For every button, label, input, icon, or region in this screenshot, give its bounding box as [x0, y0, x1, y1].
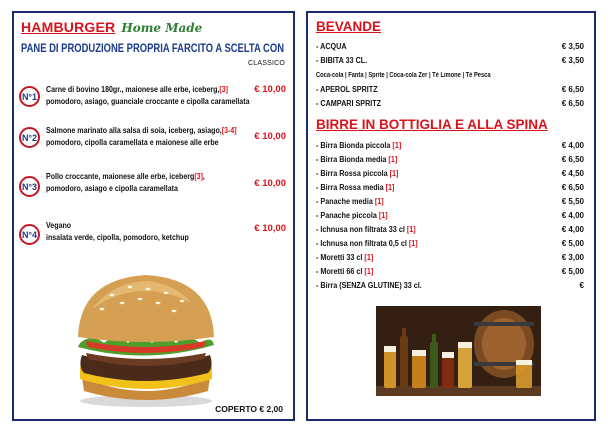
beer-ref: [1]	[364, 267, 374, 276]
beer-row	[316, 281, 584, 293]
drink-row	[316, 56, 584, 68]
item-2-price: € 10,00	[254, 131, 286, 142]
hamburger-menu-page	[12, 11, 295, 421]
beer-barrel-photo	[376, 306, 541, 396]
beer-row	[316, 197, 584, 209]
beer-price: € 4,50	[561, 169, 584, 178]
drink-name: - APEROL SPRITZ	[316, 85, 378, 94]
drinks-menu-page	[306, 11, 596, 421]
beer-name: - Ichnusa non filtrata 0,5 cl [1]	[316, 239, 418, 248]
beer-price: € 5,00	[561, 267, 584, 276]
coperto-charge: COPERTO € 2,00	[215, 404, 283, 414]
item-1-line1: Carne di bovino 180gr., maionese alle erbe, iceberg,	[46, 85, 220, 94]
beer-row	[316, 155, 584, 167]
item-1-line2: pomodoro, asiago, guanciale croccante e cipolla caramellata	[46, 96, 250, 106]
item-1-price: € 10,00	[254, 84, 286, 95]
item-1-ref: [3]	[219, 85, 228, 94]
beer-ref: [1]	[378, 211, 388, 220]
beer-row	[316, 169, 584, 181]
beer-row	[316, 141, 584, 153]
item-4-line1: Vegano	[46, 221, 72, 230]
item-2-description	[46, 125, 237, 148]
bevande-title: BEVANDE	[316, 19, 382, 34]
item-2-line1: Salmone marinato alla salsa di soia, iceberg, asiago,	[46, 126, 222, 135]
beer-name: - Birra Bionda piccola [1]	[316, 141, 402, 150]
beer-ref: [1]	[385, 183, 395, 192]
beer-price: € 4,00	[561, 225, 584, 234]
drink-row	[316, 42, 584, 54]
beer-name: - Moretti 66 cl [1]	[316, 267, 374, 276]
beer-row	[316, 225, 584, 237]
hamburger-title: HAMBURGER	[21, 19, 116, 35]
item-2-line2: pomodoro, cipolla caramellata e maionese alle erbe	[46, 137, 219, 147]
beer-price: € 3,00	[561, 253, 584, 262]
beer-name: - Moretti 33 cl [1]	[316, 253, 374, 262]
item-3-line1-tail: ,	[202, 172, 205, 181]
drink-row	[316, 85, 584, 97]
menu-title-row	[21, 19, 202, 37]
beer-name: - Panache media [1]	[316, 197, 384, 206]
beer-row	[316, 267, 584, 279]
beer-ref: [1]	[408, 239, 418, 248]
item-3-description	[46, 171, 220, 194]
home-made-tagline: Home Made	[121, 21, 203, 35]
classico-note: CLASSICO	[248, 60, 285, 67]
beer-name: - Birra Rossa media [1]	[316, 183, 395, 192]
item-3-line1: Pollo croccante, maionese alle erbe, iceberg	[46, 172, 195, 181]
item-4-price: € 10,00	[254, 223, 286, 234]
item-3-price: € 10,00	[254, 178, 286, 189]
beer-price: € 4,00	[561, 211, 584, 220]
beer-ref: [1]	[388, 155, 398, 164]
beer-ref: [1]	[389, 169, 399, 178]
item-3-line2: pomodoro, asiago e cipolla caramellata	[46, 183, 178, 193]
birre-title: BIRRE IN BOTTIGLIA E ALLA SPINA	[316, 117, 548, 132]
item-4-description	[46, 220, 220, 243]
beer-name: - Birra Bionda media [1]	[316, 155, 398, 164]
hamburger-subtitle: PANE DI PRODUZIONE PROPRIA FARCITO A SCELTA CON	[21, 43, 285, 55]
item-1-badge: N°1	[19, 86, 40, 107]
item-4-line2: insalata verde, cipolla, pomodoro, ketchup	[46, 232, 189, 242]
beer-price: € 6,50	[561, 155, 584, 164]
beer-name: - Ichnusa non filtrata 33 cl [1]	[316, 225, 416, 234]
beer-price: €	[579, 281, 584, 290]
beer-price: € 6,50	[561, 183, 584, 192]
drink-row	[316, 99, 584, 111]
hamburger-photo	[72, 269, 220, 409]
item-1-description	[46, 84, 250, 107]
drink-price: € 6,50	[561, 99, 584, 108]
beer-name: - Birra (SENZA GLUTINE) 33 cl.	[316, 281, 422, 290]
beer-row	[316, 253, 584, 265]
beer-row	[316, 239, 584, 251]
beer-ref: [1]	[406, 225, 416, 234]
beer-ref: [1]	[364, 253, 374, 262]
beer-ref: [1]	[392, 141, 402, 150]
drink-price: € 3,50	[561, 42, 584, 51]
beer-row	[316, 183, 584, 195]
beer-name: - Panache piccola [1]	[316, 211, 388, 220]
item-3-ref: [3]	[194, 172, 203, 181]
beer-price: € 5,00	[561, 239, 584, 248]
item-3-badge: N°3	[19, 176, 40, 197]
beer-row	[316, 211, 584, 223]
drink-name: - ACQUA	[316, 42, 347, 51]
item-2-badge: N°2	[19, 127, 40, 148]
drink-name: - CAMPARI SPRITZ	[316, 99, 382, 108]
item-2-ref: [3-4]	[221, 126, 237, 135]
drink-price: € 3,50	[561, 56, 584, 65]
drink-price: € 6,50	[561, 85, 584, 94]
beer-ref: [1]	[374, 197, 384, 206]
bibita-options: Coca-cola | Fanta | Sprite | Coca-cola Zer | Tè Limone | Tè Pesca	[316, 72, 491, 79]
item-4-badge: N°4	[19, 224, 40, 245]
beer-price: € 4,00	[561, 141, 584, 150]
beer-price: € 5,50	[561, 197, 584, 206]
beer-name: - Birra Rossa piccola [1]	[316, 169, 399, 178]
drink-name: - BIBITA 33 CL.	[316, 56, 368, 65]
